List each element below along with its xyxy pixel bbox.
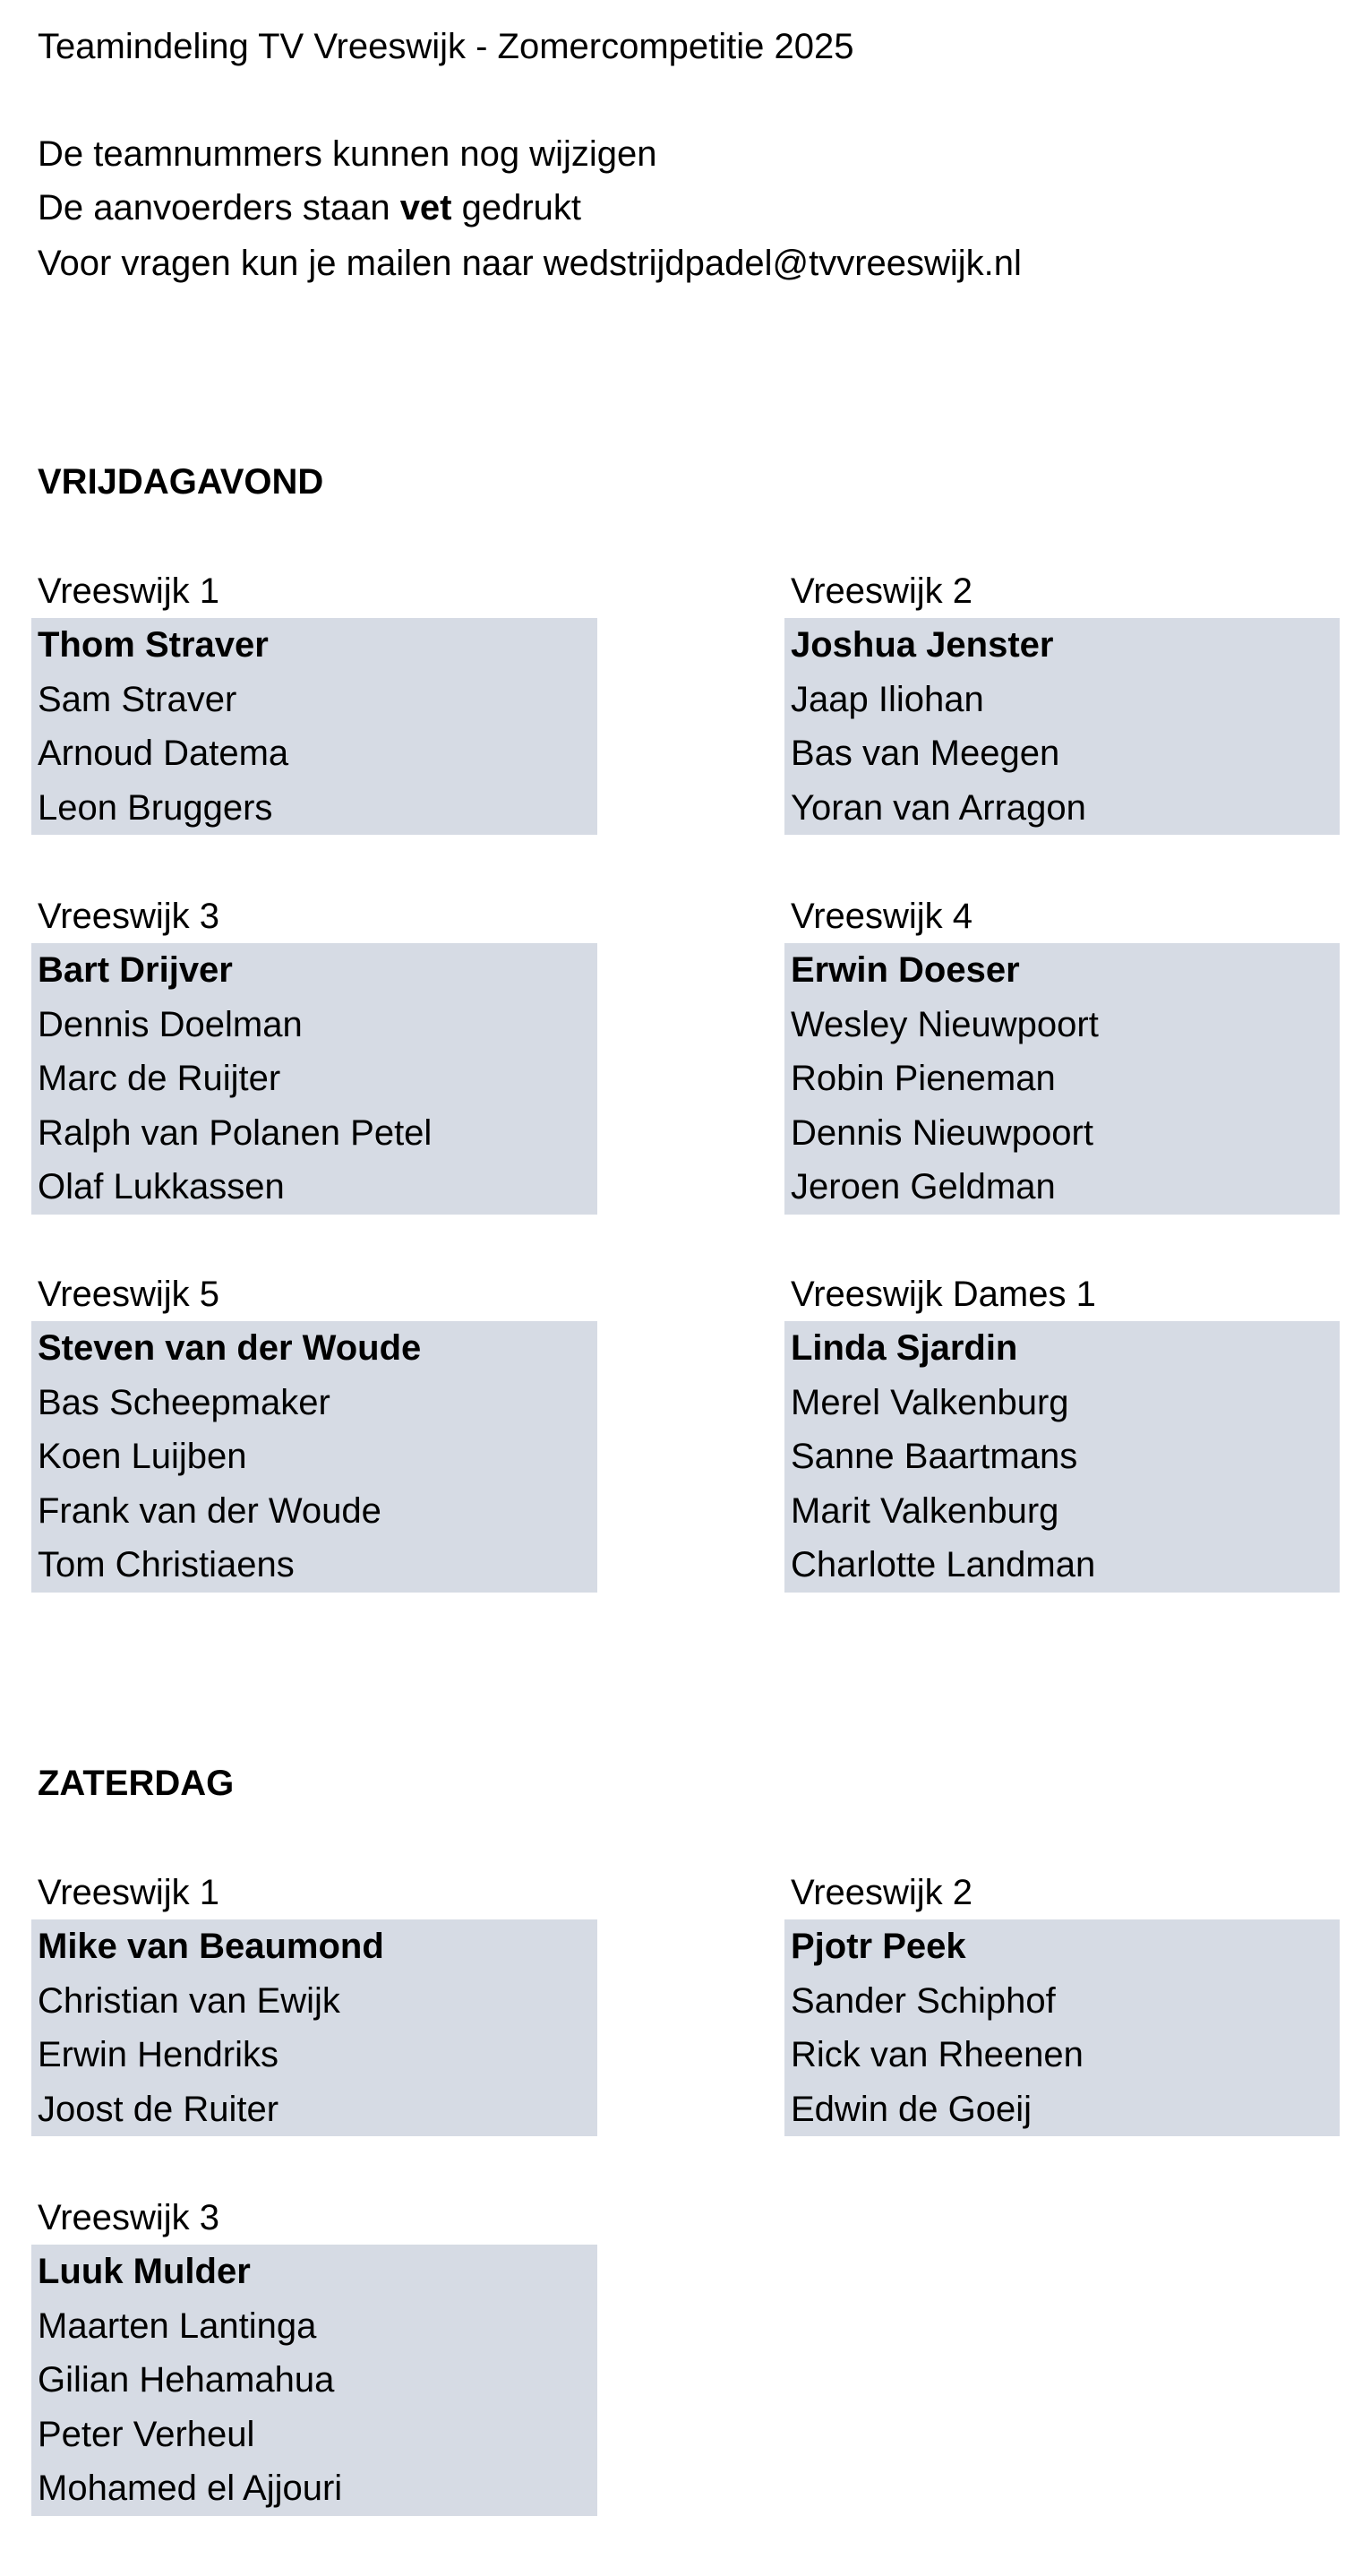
team-card [784,1866,1340,2136]
team-member: Christian van Ewijk [38,1980,340,2021]
team-card [31,1267,597,1593]
team-name: Vreeswijk 3 [38,2198,220,2237]
team-member: Sam Straver [38,679,237,719]
team-captain: Erwin Doeser [791,950,1020,990]
team-member: Dennis Nieuwpoort [791,1112,1093,1153]
team-member: Merel Valkenburg [791,1382,1069,1422]
team-member: Sanne Baartmans [791,1437,1078,1476]
team-card [31,1866,597,2136]
team-member: Marc de Ruijter [38,1059,281,1098]
team-member: Marit Valkenburg [791,1490,1059,1531]
note-captains-bold [38,181,581,235]
team-card [784,889,1340,1215]
note-bold-word: vet [399,188,452,228]
section-heading-zaterdag: ZATERDAG [38,1764,235,1803]
team-roster [784,1321,1340,1593]
team-member: Peter Verheul [38,2414,255,2454]
section-heading-vrijdagavond: VRIJDAGAVOND [38,462,324,502]
team-member: Jeroen Geldman [791,1167,1056,1206]
team-name: Vreeswijk 4 [791,897,973,936]
team-roster [31,943,597,1215]
note-contact-email: Voor vragen kun je mailen naar wedstrijdpadel@tvvreeswijk.nl [38,244,1022,283]
team-captain: Pjotr Peek [791,1927,966,1966]
team-member: Yoran van Arragon [791,787,1086,828]
team-name: Vreeswijk 5 [38,1275,220,1314]
team-member: Charlotte Landman [791,1545,1096,1584]
team-member: Wesley Nieuwpoort [791,1004,1099,1044]
team-member: Tom Christiaens [38,1545,295,1584]
note-text: gedrukt [451,188,582,228]
team-member: Robin Pieneman [791,1059,1056,1098]
team-captain: Mike van Beaumond [38,1927,384,1966]
team-member: Frank van der Woude [38,1490,381,1531]
team-member: Sander Schiphof [791,1980,1056,2021]
team-roster [31,1919,597,2136]
team-member: Erwin Hendriks [38,2035,278,2074]
team-card [31,564,597,835]
team-captain: Thom Straver [38,625,269,665]
team-card [31,889,597,1215]
team-card [784,564,1340,835]
team-card [31,2191,597,2516]
team-member: Bas van Meegen [791,734,1060,773]
team-member: Maarten Lantinga [38,2306,317,2346]
team-roster [784,1919,1340,2136]
team-name: Vreeswijk 2 [791,1873,973,1912]
team-member: Gilian Hehamahua [38,2360,335,2400]
team-captain: Linda Sjardin [791,1328,1018,1368]
team-member: Ralph van Polanen Petel [38,1112,433,1153]
team-member: Dennis Doelman [38,1004,303,1044]
team-captain: Bart Drijver [38,950,233,990]
team-roster [784,618,1340,835]
team-name: Vreeswijk 3 [38,897,220,936]
team-member: Bas Scheepmaker [38,1382,330,1422]
team-member: Rick van Rheenen [791,2035,1084,2074]
team-captain: Steven van der Woude [38,1328,422,1368]
team-member: Arnoud Datema [38,734,289,773]
note-text: De aanvoerders staan [38,188,400,228]
team-member: Mohamed el Ajjouri [38,2469,343,2508]
page-title: Teamindeling TV Vreeswijk - Zomercompetitie 2025 [38,27,854,66]
team-name: Vreeswijk Dames 1 [791,1275,1096,1314]
team-member: Koen Luijben [38,1437,247,1476]
team-captain: Joshua Jenster [791,625,1054,665]
team-member: Olaf Lukkassen [38,1167,285,1206]
team-member: Joost de Ruiter [38,2089,279,2129]
team-roster [31,618,597,835]
note-team-numbers: De teamnummers kunnen nog wijzigen [38,134,657,174]
team-member: Edwin de Goeij [791,2089,1033,2129]
team-roster [784,943,1340,1215]
team-name: Vreeswijk 2 [791,571,973,611]
team-member: Leon Bruggers [38,787,273,828]
team-captain: Luuk Mulder [38,2252,251,2291]
team-card [784,1267,1340,1593]
team-member: Jaap Iliohan [791,679,984,719]
team-roster [31,1321,597,1593]
team-roster [31,2245,597,2516]
team-name: Vreeswijk 1 [38,1873,220,1912]
team-name: Vreeswijk 1 [38,571,220,611]
